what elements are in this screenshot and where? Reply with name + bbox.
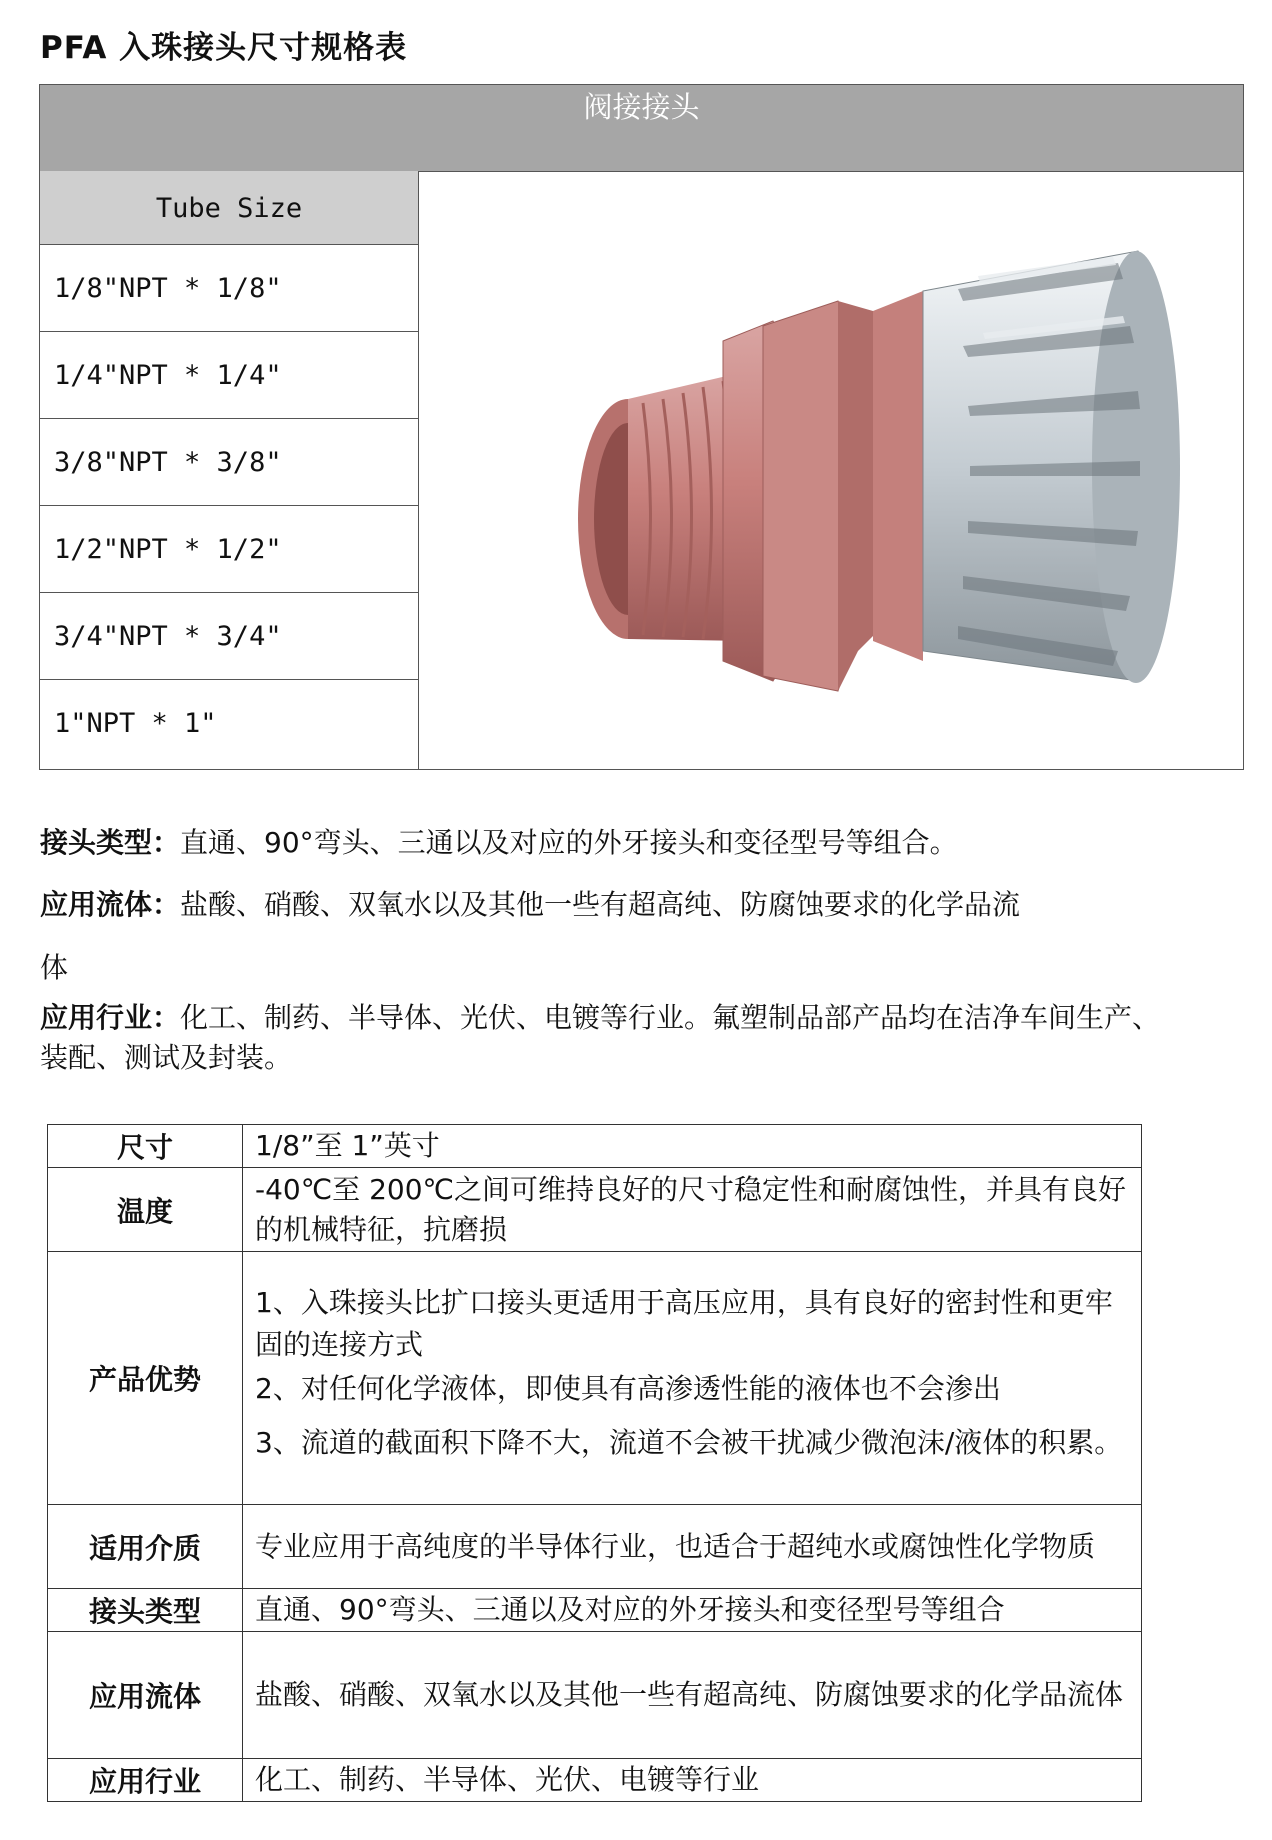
product-table [39,84,1244,770]
desc-industry [40,998,1170,1078]
table-row [48,1125,1142,1168]
desc-text: 直通、90°弯头、三通以及对应的外牙接头和变径型号等组合。 [180,826,958,859]
table-row [48,1252,1142,1505]
advantage-line: 1、入珠接头比扩口接头更适用于高压应用，具有良好的密封性和更牢固的连接方式 [255,1286,1113,1361]
spec-value: 1/8”至 1”英寸 [243,1125,1142,1168]
tube-size-header: Tube Size [40,171,418,245]
tube-size-cell: 1/2"NPT * 1/2" [40,506,418,593]
spec-key: 尺寸 [48,1125,243,1168]
spec-table [47,1124,1142,1802]
spec-value: 直通、90°弯头、三通以及对应的外牙接头和变径型号等组合 [243,1589,1142,1632]
table-row [48,1632,1142,1759]
spec-value: -40℃至 200℃之间可维持良好的尺寸稳定性和耐腐蚀性，并具有良好的机械特征，抗磨损 [243,1168,1142,1252]
spec-key: 产品优势 [48,1252,243,1505]
advantage-line: 3、流道的截面积下降不大，流道不会被干扰减少微泡沫/液体的积累。 [255,1426,1123,1459]
table-row [48,1589,1142,1632]
advantage-line: 2、对任何化学液体，即使具有高渗透性能的液体也不会渗出 [255,1372,1001,1405]
spec-value: 专业应用于高纯度的半导体行业，也适合于超纯水或腐蚀性化学物质 [243,1505,1142,1589]
desc-fluid-cont: 体 [40,951,69,984]
product-table-header: 阀接接头 [40,85,1243,172]
tube-size-cell: 1/8"NPT * 1/8" [40,245,418,332]
desc-text: 化工、制药、半导体、光伏、电镀等行业。氟塑制品部产品均在洁净车间生产、装配、测试及封装。 [40,1001,1161,1074]
tube-size-cell: 1"NPT * 1" [54,708,217,739]
table-row [48,1168,1142,1252]
spec-key: 应用行业 [48,1759,243,1802]
desc-text: 盐酸、硝酸、双氧水以及其他一些有超高纯、防腐蚀要求的化学品流 [180,888,1021,921]
desc-label: 应用行业： [40,1001,181,1034]
tube-size-cell: 3/4"NPT * 3/4" [40,593,418,680]
table-row [48,1505,1142,1589]
page-title: PFA 入珠接头尺寸规格表 [40,30,408,66]
spec-value: 化工、制药、半导体、光伏、电镀等行业 [243,1759,1142,1802]
spec-value [243,1252,1142,1505]
desc-label: 应用流体： [40,888,181,921]
fitting-illustration [418,171,1243,769]
tube-size-cell: 1/4"NPT * 1/4" [40,332,418,419]
spec-value: 盐酸、硝酸、双氧水以及其他一些有超高纯、防腐蚀要求的化学品流体 [243,1632,1142,1759]
tube-size-column [40,171,419,769]
desc-fluid [40,883,1170,927]
desc-label: 接头类型： [40,826,181,859]
spec-key: 接头类型 [48,1589,243,1632]
spec-key: 温度 [48,1168,243,1252]
spec-key: 应用流体 [48,1632,243,1759]
table-row [48,1759,1142,1802]
spec-key: 适用介质 [48,1505,243,1589]
desc-joint-type [40,821,1170,865]
pfa-fitting-render [418,171,1244,769]
tube-size-cell: 3/8"NPT * 3/8" [40,419,418,506]
